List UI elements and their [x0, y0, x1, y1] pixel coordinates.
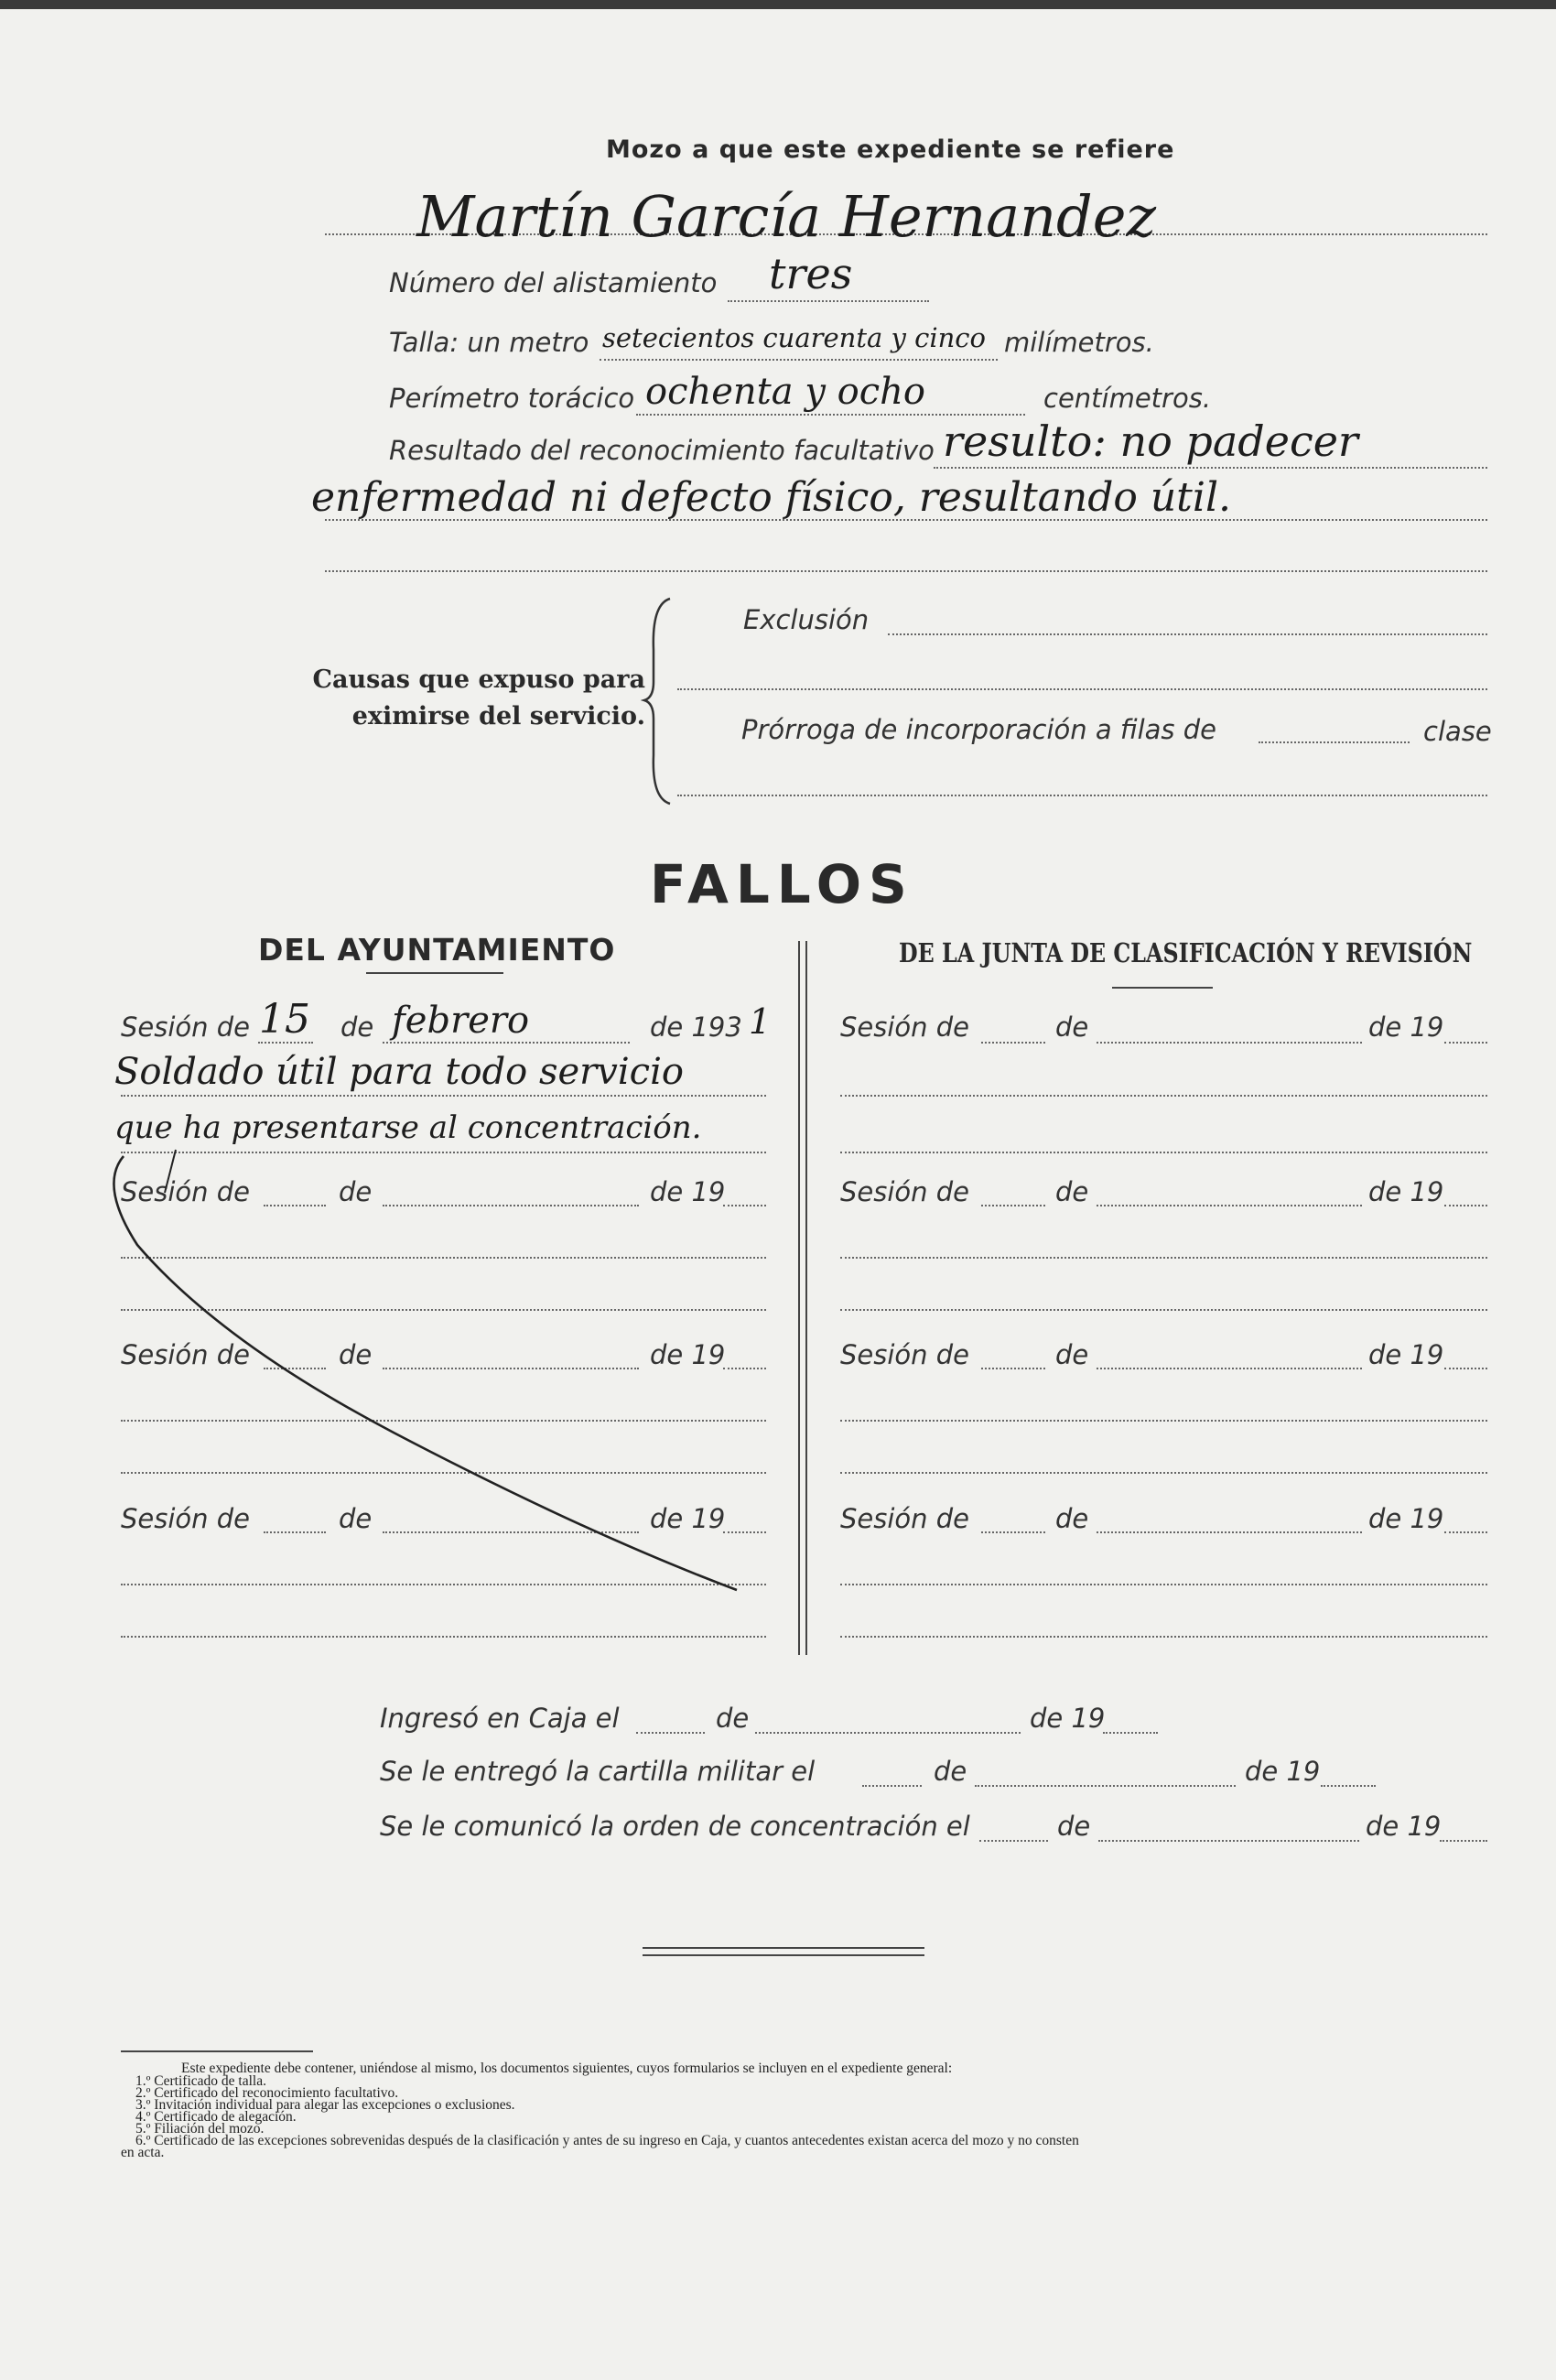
ingreso-caja-year-line [1103, 1732, 1158, 1734]
exclusion-label: Exclusión [743, 604, 870, 635]
numero-value: tres [769, 249, 853, 298]
right-sesion-4-line-2 [840, 1584, 1487, 1585]
cartilla-day-line [862, 1785, 922, 1787]
right-sesion-3-day-line [981, 1368, 1045, 1369]
numero-line [728, 300, 929, 302]
concentracion-de: de [1057, 1811, 1091, 1842]
notes-item-2: 2.º Certificado del reconocimiento facultativo. [135, 2085, 399, 2101]
right-sesion-2-de: de [1055, 1176, 1089, 1207]
page-title: Mozo a que este expediente se refiere [606, 135, 1175, 164]
exclusion-line [888, 633, 1487, 635]
talla-value: setecientos cuarenta y cinco [602, 322, 986, 353]
cartilla-year: de 19 [1245, 1756, 1321, 1787]
right-sesion-1-year-line [1444, 1042, 1487, 1044]
right-sesion-4-de: de [1055, 1503, 1089, 1534]
notes-item-1: 1.º Certificado de talla. [135, 2073, 266, 2089]
left-sesion-1-label: Sesión de [121, 1012, 251, 1043]
right-sesion-1-year: de 19 [1368, 1012, 1444, 1043]
mozo-name: Martín García Hernandez [416, 183, 1157, 250]
notes-item-4: 4.º Certificado de alegación. [135, 2109, 297, 2125]
right-sesion-1-de: de [1055, 1012, 1089, 1043]
right-sesion-4-line-3 [840, 1636, 1487, 1638]
concentracion-label: Se le comunicó la orden de concentración el [380, 1811, 970, 1842]
resultado-line-3 [325, 570, 1487, 572]
ingreso-caja-day-line [636, 1732, 705, 1734]
causas-label-2: eximirse del servicio. [351, 702, 645, 730]
concentracion-day-line [979, 1840, 1048, 1842]
left-sesion-1-year-digit: 1 [749, 1001, 772, 1042]
left-sesion-4-line-3 [121, 1636, 766, 1638]
perimetro-label: Perímetro torácico [389, 383, 635, 414]
prorroga-label: Prórroga de incorporación a filas de [741, 714, 1216, 745]
concentracion-year: de 19 [1366, 1811, 1442, 1842]
prorroga-line [1259, 741, 1410, 743]
right-sesion-4-label: Sesión de [840, 1503, 970, 1534]
concentracion-month-line [1098, 1840, 1359, 1842]
left-sesion-1-year: de 193 [650, 1012, 742, 1043]
left-sesion-4-year: de 19 [650, 1503, 726, 1534]
right-sesion-4-month-line [1097, 1531, 1362, 1533]
footnote-rule [121, 2050, 313, 2052]
right-sesion-2-line-2 [840, 1257, 1487, 1259]
talla-line [600, 359, 998, 361]
left-sesion-1-text-1: Soldado útil para todo servicio [114, 1051, 684, 1093]
right-sesion-1-day-line [981, 1042, 1045, 1044]
clase-label: clase [1423, 716, 1492, 747]
perimetro-value: ochenta y ocho [645, 371, 925, 413]
right-sesion-2-month-line [1097, 1205, 1362, 1206]
cartilla-month-line [975, 1785, 1236, 1787]
notes-tail: en acta. [121, 2145, 165, 2160]
cross-out-stroke [110, 1149, 751, 1606]
left-sesion-3-de: de [339, 1339, 373, 1370]
exclusion-line-2 [677, 688, 1487, 690]
left-sesion-3-label: Sesión de [121, 1339, 251, 1370]
right-sesion-2-line-3 [840, 1309, 1487, 1311]
notes-intro: Este expediente debe contener, uniéndose al mismo, los documentos siguientes, cuyos formularios se incluyen en el expediente general: [181, 2061, 953, 2076]
notes-item-6: 6.º Certificado de las excepciones sobrevenidas después de la clasificación y antes de su ingreso en Caja, y cuantos antecedentes existan acerca del mozo y no consten [135, 2133, 1079, 2148]
notes-item-3: 3.º Invitación individual para alegar las excepciones o exclusiones. [135, 2097, 515, 2113]
cartilla-year-line [1321, 1785, 1376, 1787]
resultado-label: Resultado del reconocimiento facultativo [389, 435, 935, 466]
right-sesion-1-label: Sesión de [840, 1012, 970, 1043]
notes-item-5: 5.º Filiación del mozo. [135, 2121, 265, 2137]
left-sesion-1-line-2 [121, 1095, 766, 1097]
right-sesion-3-line-3 [840, 1472, 1487, 1474]
left-sesion-1-day: 15 [259, 996, 310, 1043]
right-sesion-3-month-line [1097, 1368, 1362, 1369]
left-sesion-1-de: de [340, 1012, 374, 1043]
fallos-title: FALLOS [650, 853, 914, 915]
divider-line-2 [805, 941, 807, 1655]
causas-label-1: Causas que expuso para [312, 665, 645, 694]
right-sesion-1-month-line [1097, 1042, 1362, 1044]
cartilla-de: de [934, 1756, 967, 1787]
ingreso-caja-label: Ingresó en Caja el [380, 1703, 620, 1734]
ingreso-caja-year: de 19 [1030, 1703, 1106, 1734]
right-sesion-3-year-line [1444, 1368, 1487, 1369]
right-sesion-4-year-line [1444, 1531, 1487, 1533]
left-sesion-3-year: de 19 [650, 1339, 726, 1370]
right-sesion-2-day-line [981, 1205, 1045, 1206]
right-sesion-3-line-2 [840, 1420, 1487, 1422]
left-sesion-1-month: febrero [392, 1000, 530, 1042]
left-sesion-1-month-line [383, 1042, 630, 1044]
right-sesion-3-label: Sesión de [840, 1339, 970, 1370]
right-sesion-3-de: de [1055, 1339, 1089, 1370]
left-sesion-4-de: de [339, 1503, 373, 1534]
resultado-value-1: resulto: no padecer [943, 416, 1358, 466]
left-sesion-2-year: de 19 [650, 1176, 726, 1207]
right-sesion-2-label: Sesión de [840, 1176, 970, 1207]
double-rule-top [643, 1947, 924, 1949]
perimetro-line [636, 414, 1025, 416]
double-rule-bottom [643, 1954, 924, 1956]
ingreso-caja-de: de [716, 1703, 750, 1734]
resultado-value-2: enfermedad ni defecto físico, resultando útil. [311, 474, 1231, 521]
junta-heading: DE LA JUNTA DE CLASIFICACIÓN Y REVISIÓN [899, 937, 1473, 968]
perimetro-unit: centímetros. [1043, 383, 1212, 414]
cartilla-label: Se le entregó la cartilla militar el [380, 1756, 816, 1787]
scan-top-edge [0, 0, 1556, 9]
left-sesion-1-text-2: que ha presentarse al concentración. [114, 1109, 702, 1146]
left-sesion-2-de: de [339, 1176, 373, 1207]
right-sesion-4-day-line [981, 1531, 1045, 1533]
right-sesion-2-year: de 19 [1368, 1176, 1444, 1207]
right-sesion-3-year: de 19 [1368, 1339, 1444, 1370]
ayuntamiento-heading: DEL AYUNTAMIENTO [258, 932, 616, 968]
heading-rule-right [1112, 987, 1213, 989]
divider-line-1 [798, 941, 800, 1655]
talla-unit: milímetros. [1004, 327, 1154, 358]
concentracion-year-line [1440, 1840, 1487, 1842]
right-sesion-1-line-2 [840, 1095, 1487, 1097]
right-sesion-2-year-line [1444, 1205, 1487, 1206]
right-sesion-1-line-3 [840, 1152, 1487, 1153]
talla-label: Talla: un metro [389, 327, 589, 358]
heading-rule-left [366, 972, 503, 974]
left-sesion-2-label: Sesión de [121, 1176, 251, 1207]
left-sesion-4-label: Sesión de [121, 1503, 251, 1534]
numero-label: Número del alistamiento [389, 267, 718, 298]
causas-brace [641, 595, 677, 806]
prorroga-line-2 [677, 795, 1487, 796]
resultado-line-1 [934, 467, 1487, 469]
ingreso-caja-month-line [755, 1732, 1021, 1734]
right-sesion-4-year: de 19 [1368, 1503, 1444, 1534]
